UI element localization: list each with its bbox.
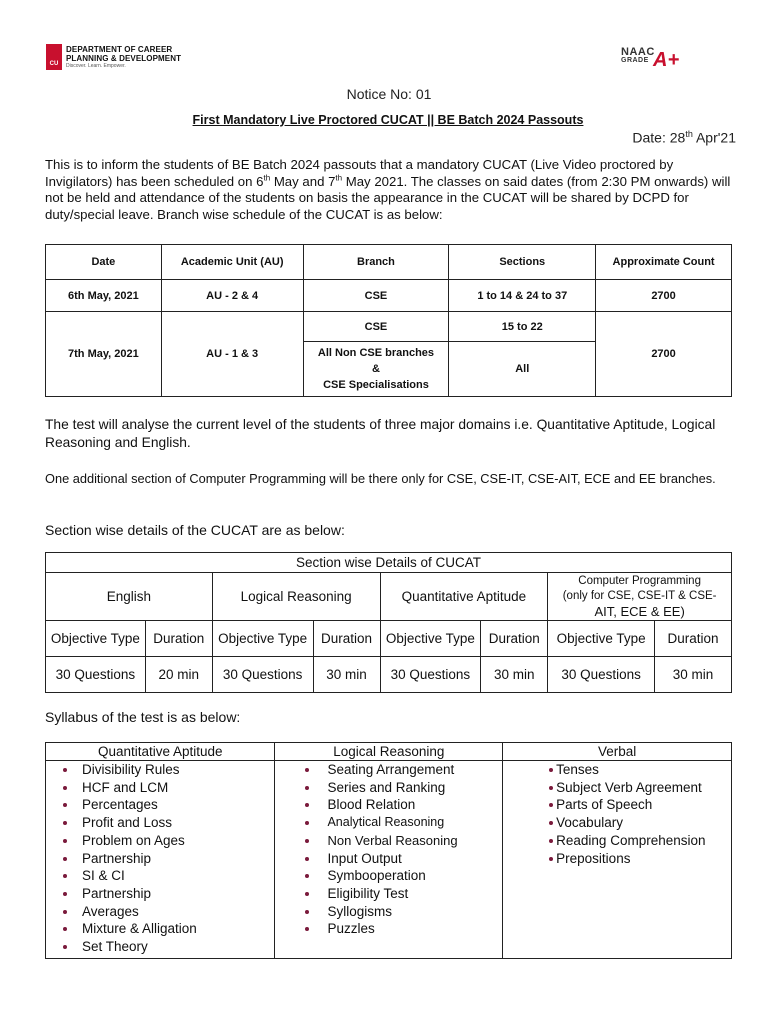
sections-header-row	[46, 573, 732, 621]
list-item: Percentages	[46, 796, 274, 814]
list-item: Tenses	[503, 761, 731, 779]
list-item: Blood Relation	[275, 796, 502, 814]
cell-date: 6th May, 2021	[46, 280, 162, 312]
duration-label: Duration	[481, 621, 548, 657]
header-count: Approximate Count	[596, 245, 732, 280]
list-item: Profit and Loss	[46, 814, 274, 832]
date-prefix: Date: 28	[632, 129, 686, 146]
list-item: Series and Ranking	[275, 779, 502, 797]
programming-line-3: AIT, ECE & EE)	[594, 604, 685, 619]
header-branch: Branch	[303, 245, 449, 280]
list-item: Seating Arrangement	[275, 761, 502, 779]
questions-english: 30 Questions	[46, 657, 146, 693]
verbal-topic-list	[503, 761, 731, 867]
list-item: Analytical Reasoning	[275, 814, 502, 832]
intro-part-1: This is to inform the students of BE Batch 2024 passouts that a mandatory CUCAT (Live Video proctored by Invigilators) has been scheduled on 6	[45, 157, 674, 189]
logical-column	[275, 761, 503, 959]
department-name	[66, 45, 181, 70]
programming-line-2: (only for CSE, CSE-IT & CSE-	[562, 590, 717, 602]
page-header	[0, 0, 768, 80]
list-item: Reading Comprehension	[503, 832, 731, 850]
notice-date	[632, 129, 736, 146]
list-item: Eligibility Test	[275, 885, 502, 903]
sections-caption: Section wise Details of CUCAT	[46, 553, 732, 573]
cell-branch: CSE	[303, 312, 449, 342]
naac-badge	[621, 46, 680, 71]
duration-programming: 30 min	[655, 657, 732, 693]
programming-paragraph: One additional section of Computer Programming will be there only for CSE, CSE-IT, CSE-AIT, ECE and EE branches.	[45, 471, 716, 486]
cell-sections: All	[449, 342, 596, 397]
intro-part-2: May and 7	[270, 173, 336, 189]
table-row	[46, 280, 732, 312]
date-suffix: Apr'21	[692, 129, 736, 146]
list-item: Divisibility Rules	[46, 761, 274, 779]
sections-subheader-row	[46, 621, 732, 657]
programming-line-1: Computer Programming	[578, 575, 701, 587]
cell-au: AU - 2 & 4	[161, 280, 303, 312]
intro-paragraph	[45, 157, 735, 223]
header-date: Date	[46, 245, 162, 280]
notice-number: Notice No: 01	[346, 86, 432, 102]
naac-label: NAAC	[621, 46, 655, 58]
cell-count: 2700	[596, 312, 732, 397]
cell-branch: CSE	[303, 280, 449, 312]
header-programming	[548, 573, 732, 621]
duration-logical: 30 min	[313, 657, 380, 693]
dept-tagline: Discover. Learn. Empower.	[66, 63, 126, 69]
header-quant: Quantitative Aptitude	[380, 573, 548, 621]
table-row	[46, 312, 732, 342]
list-item: Prepositions	[503, 850, 731, 868]
header-logical: Logical Reasoning	[275, 743, 503, 761]
list-item: Parts of Speech	[503, 796, 731, 814]
list-item: Partnership	[46, 885, 274, 903]
list-item: Syllogisms	[275, 903, 502, 921]
schedule-table	[45, 244, 732, 397]
table-row	[46, 657, 732, 693]
syllabus-table	[45, 742, 732, 959]
questions-programming: 30 Questions	[548, 657, 655, 693]
cell-date: 7th May, 2021	[46, 312, 162, 397]
duration-english: 20 min	[145, 657, 212, 693]
header-english: English	[46, 573, 213, 621]
sections-caption-row	[46, 553, 732, 573]
objective-type-label: Objective Type	[212, 621, 313, 657]
intro-part-3: May 2021. The classes on said dates (from 2:30 PM onwards) will not be held and attendance of the students on basis the appearance in the CUCAT will be shared by DCPD for duty/special leave. Branch wise schedule of the CUCAT is as below:	[45, 173, 731, 222]
list-item: SI & CI	[46, 867, 274, 885]
cell-count: 2700	[596, 280, 732, 312]
cell-sections: 1 to 14 & 24 to 37	[449, 280, 596, 312]
logical-topic-list	[275, 761, 502, 938]
cell-au: AU - 1 & 3	[161, 312, 303, 397]
logo-mark: CU	[49, 61, 59, 67]
list-item: Subject Verb Agreement	[503, 779, 731, 797]
list-item: Non Verbal Reasoning	[275, 832, 502, 850]
duration-label: Duration	[655, 621, 732, 657]
domains-paragraph: The test will analyse the current level of the students of three major domains i.e. Quantitative Aptitude, Logical Reasoning and English.	[45, 417, 716, 450]
section-intro: Section wise details of the CUCAT are as below:	[45, 522, 345, 538]
dept-line-1: DEPARTMENT OF CAREER	[66, 45, 173, 54]
list-item: Problem on Ages	[46, 832, 274, 850]
objective-type-label: Objective Type	[46, 621, 146, 657]
list-item: Mixture & Alligation	[46, 920, 274, 938]
syllabus-intro: Syllabus of the test is as below:	[45, 709, 241, 725]
notice-title: First Mandatory Live Proctored CUCAT || BE Batch 2024 Passouts	[192, 113, 584, 127]
quant-topic-list	[46, 761, 274, 956]
list-item: Partnership	[46, 850, 274, 868]
intro-sup-2: th	[335, 173, 343, 183]
syllabus-body-row	[46, 761, 732, 959]
header-verbal: Verbal	[503, 743, 732, 761]
naac-grade-label: GRADE	[621, 57, 649, 64]
cell-branch	[303, 342, 449, 397]
cell-sections: 15 to 22	[449, 312, 596, 342]
branch-line-3: CSE Specialisations	[323, 379, 429, 391]
naac-grade: A+	[653, 49, 680, 71]
header-logical: Logical Reasoning	[212, 573, 380, 621]
list-item: HCF and LCM	[46, 779, 274, 797]
header-sections: Sections	[449, 245, 596, 280]
list-item: Averages	[46, 903, 274, 921]
header-quant: Quantitative Aptitude	[46, 743, 275, 761]
duration-label: Duration	[145, 621, 212, 657]
list-item: Vocabulary	[503, 814, 731, 832]
objective-type-label: Objective Type	[380, 621, 481, 657]
list-item: Symbooperation	[275, 867, 502, 885]
syllabus-header-row	[46, 743, 732, 761]
list-item: Set Theory	[46, 938, 274, 956]
intro-sup-1: th	[263, 173, 271, 183]
dept-line-2: PLANNING & DEVELOPMENT	[66, 54, 182, 63]
duration-label: Duration	[313, 621, 380, 657]
schedule-header-row	[46, 245, 732, 280]
header-au: Academic Unit (AU)	[161, 245, 303, 280]
duration-quant: 30 min	[481, 657, 548, 693]
date-sup: th	[685, 129, 693, 139]
objective-type-label: Objective Type	[548, 621, 655, 657]
questions-quant: 30 Questions	[380, 657, 481, 693]
verbal-column	[503, 761, 732, 959]
branch-line-1: All Non CSE branches	[317, 347, 435, 359]
branch-line-2: &	[371, 363, 380, 375]
questions-logical: 30 Questions	[212, 657, 313, 693]
list-item: Input Output	[275, 850, 502, 868]
sections-table	[45, 552, 732, 693]
university-logo	[46, 44, 62, 70]
quant-column	[46, 761, 275, 959]
list-item: Puzzles	[275, 920, 502, 938]
